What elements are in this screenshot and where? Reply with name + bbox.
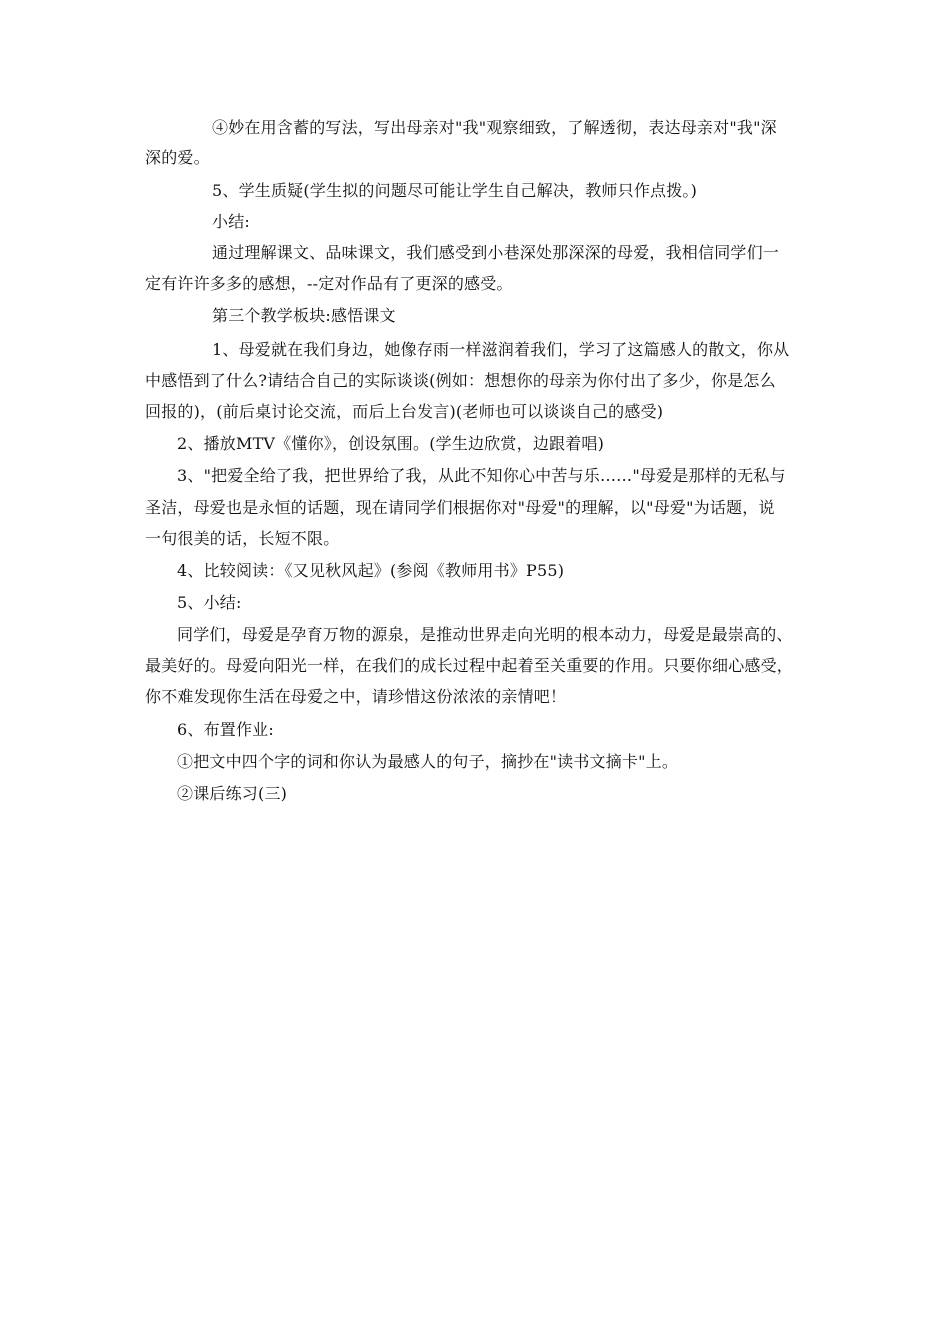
paragraph-line-5: 通过理解课文、品味课文，我们感受到小巷深处那深深的母爱，我相信同学们一 — [212, 243, 780, 262]
paragraph-line-9: 中感悟到了什么?请结合自己的实际谈谈(例如：想想你的母亲为你付出了多少，你是怎么 — [145, 371, 776, 390]
homework-item-1: ①把文中四个字的词和你认为最感人的句子，摘抄在"读书文摘卡"上。 — [177, 752, 679, 771]
paragraph-line-18: 最美好的。母爱向阳光一样，在我们的成长过程中起着至关重要的作用。只要你细心感受， — [145, 656, 794, 675]
section-summary-heading: 小结: — [212, 212, 250, 231]
paragraph-line-13: 圣洁，母爱也是永恒的话题，现在请同学们根据你对"母爱"的理解，以"母爱"为话题，说 — [145, 498, 775, 517]
paragraph-line-8: 1、母爱就在我们身边，她像存雨一样滋润着我们，学习了这篇感人的散文，你从 — [212, 340, 790, 359]
paragraph-line-1: ④妙在用含蓄的写法，写出母亲对"我"观察细致，了解透彻，表达母亲对"我"深 — [212, 118, 777, 137]
paragraph-line-3: 5、学生质疑(学生拟的问题尽可能让学生自己解决，教师只作点拨。) — [212, 181, 698, 200]
paragraph-line-2: 深的爱。 — [145, 148, 210, 167]
paragraph-line-10: 回报的)，(前后桌讨论交流，而后上台发言)(老师也可以谈谈自己的感受) — [145, 402, 664, 421]
homework-item-2: ②课后练习(三) — [177, 784, 288, 803]
paragraph-line-6: 定有许许多多的感想，--定对作品有了更深的感受。 — [145, 274, 513, 293]
section-heading-block-three: 第三个教学板块:感悟课文 — [212, 306, 396, 325]
paragraph-line-11: 2、播放MTV《懂你》，创设氛围。(学生边欣赏，边跟着唱) — [177, 434, 605, 453]
paragraph-line-12: 3、"把爱全给了我，把世界给了我，从此不知你心中苦与乐……"母爱是那样的无私与 — [177, 466, 786, 485]
section-summary-heading-2: 5、小结: — [177, 593, 242, 612]
paragraph-line-19: 你不难发现你生活在母爱之中，请珍惜这份浓浓的亲情吧！ — [145, 687, 567, 706]
paragraph-line-15: 4、比较阅读：《又见秋风起》(参阅《教师用书》P55) — [177, 561, 565, 580]
paragraph-line-17: 同学们，母爱是孕育万物的源泉，是推动世界走向光明的根本动力，母爱是最崇高的、 — [177, 625, 793, 644]
paragraph-line-14: 一句很美的话，长短不限。 — [145, 529, 340, 548]
section-homework-heading: 6、布置作业: — [177, 720, 274, 739]
